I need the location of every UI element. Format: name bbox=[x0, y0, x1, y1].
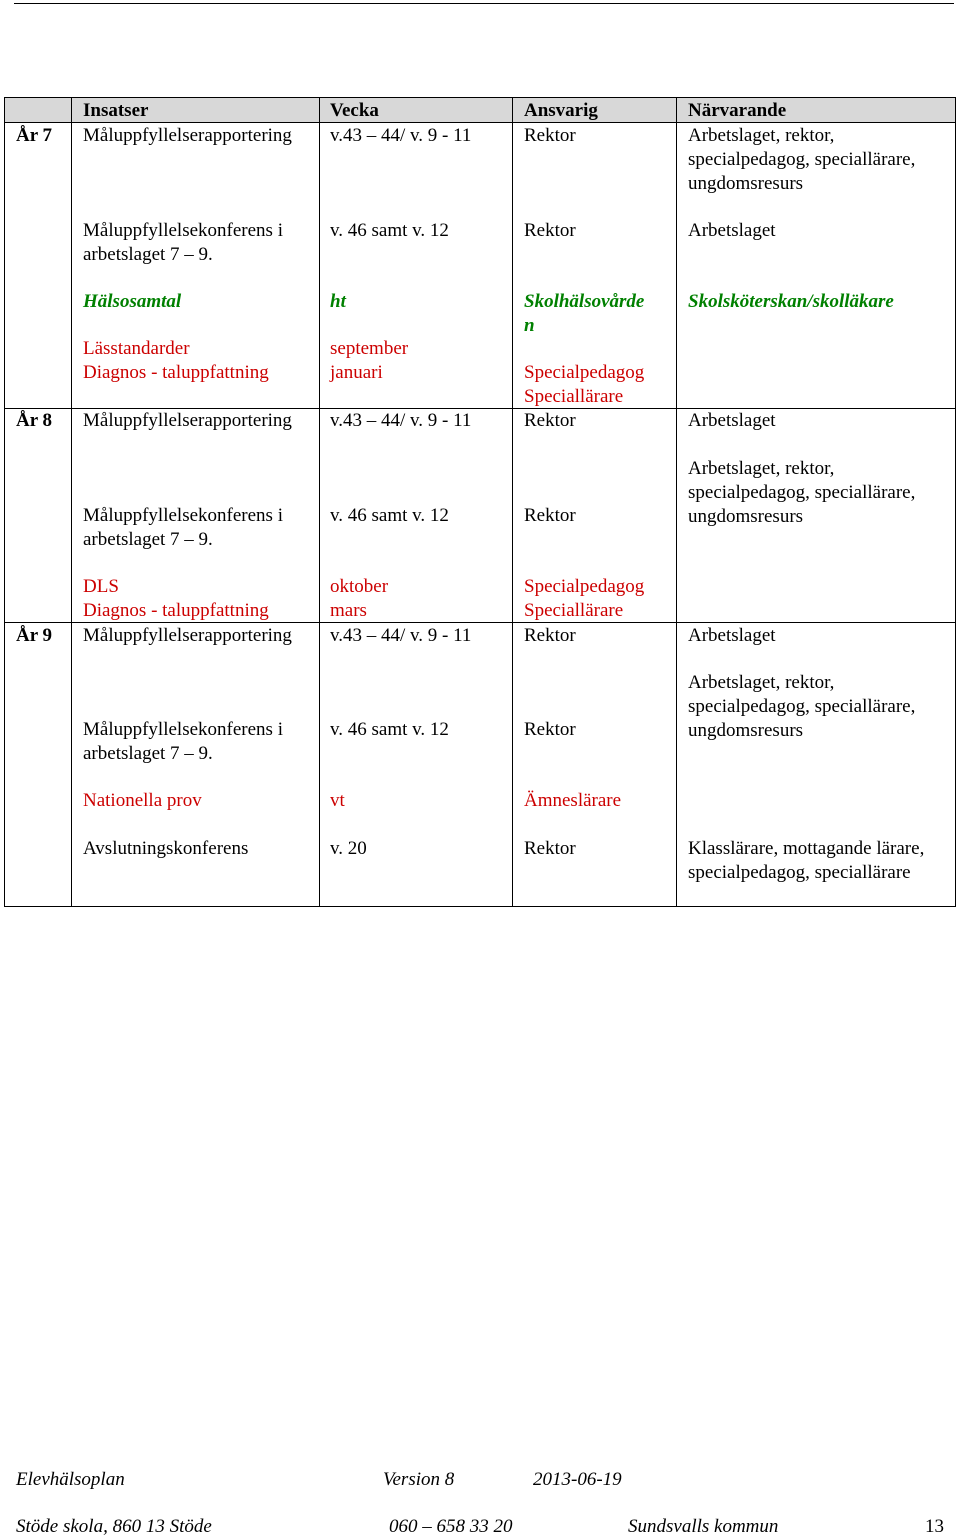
footer-date: 2013-06-19 bbox=[533, 1469, 622, 1490]
cell-vecka-line: september bbox=[330, 338, 409, 359]
cell-narvarande-line: Arbetslaget, rektor, bbox=[688, 125, 835, 146]
footer-phone: 060 – 658 33 20 bbox=[389, 1516, 513, 1537]
cell-narvarande-line: ungdomsresurs bbox=[688, 720, 804, 741]
footer-school-address: Stöde skola, 860 13 Stöde bbox=[16, 1516, 212, 1537]
cell-insats-line: Måluppfyllelsekonferens i bbox=[83, 220, 283, 241]
column-divider bbox=[71, 97, 72, 907]
cell-insats-line: Måluppfyllelsekonferens i bbox=[83, 505, 283, 526]
year-label-8: År 8 bbox=[16, 410, 53, 431]
top-rule bbox=[14, 3, 954, 4]
cell-insats-line: arbetslaget 7 – 9. bbox=[83, 743, 213, 764]
cell-ansvarig: Rektor bbox=[524, 410, 576, 431]
cell-narvarande-line: specialpedagog, speciallärare bbox=[688, 862, 911, 883]
cell-insats: Nationella prov bbox=[83, 790, 202, 811]
cell-narvarande: Arbetslaget bbox=[688, 410, 776, 431]
cell-vecka: v.43 – 44/ v. 9 - 11 bbox=[330, 625, 472, 646]
cell-narvarande-line: Klasslärare, mottagande lärare, bbox=[688, 838, 925, 859]
cell-ansvarig: Rektor bbox=[524, 505, 576, 526]
cell-vecka-line: januari bbox=[330, 362, 383, 383]
year-label-7: År 7 bbox=[16, 125, 53, 146]
cell-narvarande-line: ungdomsresurs bbox=[688, 506, 804, 527]
footer-title: Elevhälsoplan bbox=[16, 1469, 125, 1490]
cell-narvarande-line: Arbetslaget, rektor, bbox=[688, 672, 835, 693]
page-number: 13 bbox=[925, 1516, 944, 1537]
cell-ansvarig: Rektor bbox=[524, 625, 576, 646]
cell-insats-line: arbetslaget 7 – 9. bbox=[83, 244, 213, 265]
cell-vecka-line: mars bbox=[330, 600, 367, 621]
cell-vecka: v. 46 samt v. 12 bbox=[330, 719, 449, 740]
cell-insats: Måluppfyllelserapportering bbox=[83, 625, 292, 646]
cell-ansvarig: Rektor bbox=[524, 220, 576, 241]
column-divider bbox=[512, 97, 513, 907]
header-narvarande: Närvarande bbox=[688, 100, 787, 121]
cell-vecka: v.43 – 44/ v. 9 - 11 bbox=[330, 125, 472, 146]
cell-ansvarig: Rektor bbox=[524, 125, 576, 146]
cell-insats-line: arbetslaget 7 – 9. bbox=[83, 529, 213, 550]
cell-narvarande-line: ungdomsresurs bbox=[688, 173, 804, 194]
cell-vecka: v. 46 samt v. 12 bbox=[330, 220, 449, 241]
cell-ansvarig-line: Speciallärare bbox=[524, 600, 624, 621]
cell-vecka: vt bbox=[330, 790, 345, 811]
header-ansvarig: Ansvarig bbox=[524, 100, 598, 121]
cell-vecka: v. 20 bbox=[330, 838, 367, 859]
cell-vecka: ht bbox=[330, 291, 346, 312]
cell-insats-line: Diagnos - taluppfattning bbox=[83, 600, 269, 621]
year-label-9: År 9 bbox=[16, 625, 53, 646]
cell-insats: Hälsosamtal bbox=[83, 291, 182, 312]
cell-narvarande-line: specialpedagog, speciallärare, bbox=[688, 149, 916, 170]
cell-ansvarig-line: Specialpedagog bbox=[524, 576, 645, 597]
cell-insats-line: Diagnos - taluppfattning bbox=[83, 362, 269, 383]
cell-insats: Måluppfyllelserapportering bbox=[83, 125, 292, 146]
column-divider bbox=[676, 97, 677, 907]
cell-narvarande: Arbetslaget bbox=[688, 625, 776, 646]
cell-vecka-line: oktober bbox=[330, 576, 389, 597]
header-insatser: Insatser bbox=[83, 100, 149, 121]
cell-narvarande: Skolsköterskan/skolläkare bbox=[688, 291, 894, 312]
cell-insats-line: Måluppfyllelsekonferens i bbox=[83, 719, 283, 740]
column-divider bbox=[319, 97, 320, 907]
cell-ansvarig: Ämneslärare bbox=[524, 790, 622, 811]
cell-ansvarig-line: n bbox=[524, 315, 535, 336]
cell-insats-line: DLS bbox=[83, 576, 119, 597]
cell-ansvarig: Rektor bbox=[524, 719, 576, 740]
cell-vecka: v.43 – 44/ v. 9 - 11 bbox=[330, 410, 472, 431]
header-vecka: Vecka bbox=[330, 100, 379, 121]
cell-ansvarig-line: Speciallärare bbox=[524, 386, 624, 407]
cell-insats-line: Lässtandarder bbox=[83, 338, 190, 359]
footer-version: Version 8 bbox=[383, 1469, 455, 1490]
cell-insats: Måluppfyllelserapportering bbox=[83, 410, 292, 431]
cell-ansvarig: Rektor bbox=[524, 838, 576, 859]
cell-ansvarig-line: Specialpedagog bbox=[524, 362, 645, 383]
footer-kommun: Sundsvalls kommun bbox=[628, 1516, 779, 1537]
cell-narvarande-line: Arbetslaget, rektor, bbox=[688, 458, 835, 479]
cell-ansvarig-line: Skolhälsovårde bbox=[524, 291, 645, 312]
cell-vecka: v. 46 samt v. 12 bbox=[330, 505, 449, 526]
cell-narvarande: Arbetslaget bbox=[688, 220, 776, 241]
cell-narvarande-line: specialpedagog, speciallärare, bbox=[688, 482, 916, 503]
cell-narvarande-line: specialpedagog, speciallärare, bbox=[688, 696, 916, 717]
cell-insats: Avslutningskonferens bbox=[83, 838, 249, 859]
